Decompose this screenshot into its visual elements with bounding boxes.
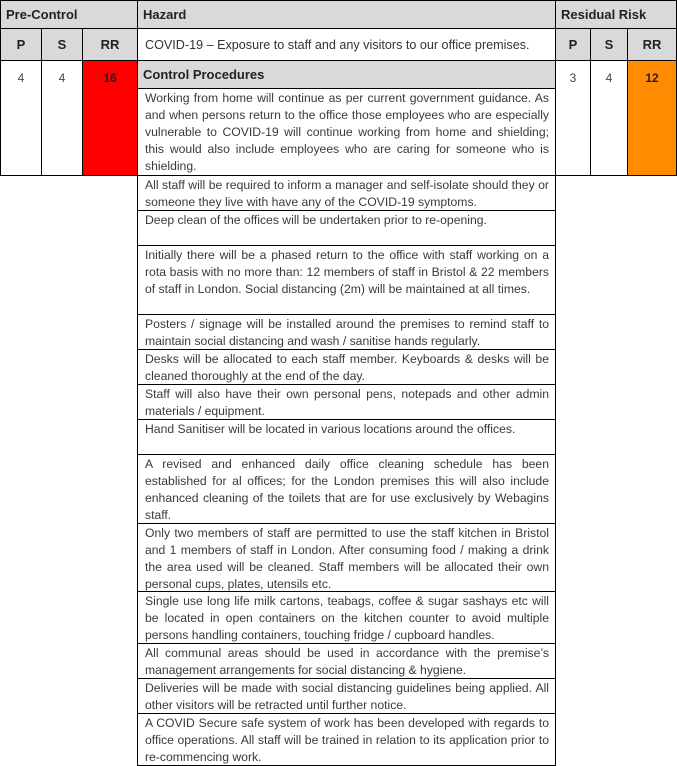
hazard-header: Hazard xyxy=(137,0,556,29)
procedure-item: Desks will be allocated to each staff member. Keyboards & desks will be cleaned thoroughly at the end of the day. xyxy=(137,349,556,385)
pre-rr-score: 16 xyxy=(82,60,138,176)
procedure-item: Staff will also have their own personal pens, notepads and other admin materials / equipment. xyxy=(137,384,556,420)
pre-rr-column-header: RR xyxy=(82,28,138,61)
hazard-description: COVID-19 – Exposure to staff and any visitors to our office premises. xyxy=(137,28,556,61)
residual-rr-score: 12 xyxy=(627,60,677,176)
residual-rr-column-header: RR xyxy=(627,28,677,61)
pre-p-column-header: P xyxy=(0,28,42,61)
residual-s-column-header: S xyxy=(590,28,628,61)
procedure-item: Single use long life milk cartons, teabags, coffee & sugar sashays etc will be located in open containers on the kitchen counter to avoid multiple persons handling containers, touching fridge / cupboard handles. xyxy=(137,591,556,644)
procedure-item: Deliveries will be made with social distancing guidelines being applied. All other visitors will be retracted until further notice. xyxy=(137,678,556,714)
procedure-item: Deep clean of the offices will be undertaken prior to re-opening. xyxy=(137,210,556,246)
pre-p-score: 4 xyxy=(0,60,42,176)
procedure-item: All communal areas should be used in accordance with the premise’s management arrangements for social distancing & hygiene. xyxy=(137,643,556,679)
procedure-item: Posters / signage will be installed around the premises to remind staff to maintain social distancing and wash / sanitise hands regularly. xyxy=(137,314,556,350)
pre-s-score: 4 xyxy=(41,60,83,176)
procedure-item: Hand Sanitiser will be located in various locations around the offices. xyxy=(137,419,556,455)
procedure-item: All staff will be required to inform a manager and self-isolate should they or someone they live with have any of the COVID-19 symptoms. xyxy=(137,175,556,211)
residual-p-score: 3 xyxy=(555,60,591,176)
procedure-item: A COVID Secure safe system of work has been developed with regards to office operations. All staff will be trained in relation to its application prior to re-commencing work. xyxy=(137,713,556,766)
procedure-item: Initially there will be a phased return to the office with staff working on a rota basis with no more than: 12 members of staff in Bristol & 22 members of staff in London. Social distancing (2m) will be maintained at all times. xyxy=(137,245,556,315)
control-procedures-header: Control Procedures xyxy=(137,60,556,89)
procedure-item: Working from home will continue as per current government guidance. As and when persons return to the office those employees who are especially vulnerable to COVID-19 will continue working from home and shielding; this would also include employees who are caring for someone who is shielding. xyxy=(137,88,556,176)
residual-s-score: 4 xyxy=(590,60,628,176)
pre-s-column-header: S xyxy=(41,28,83,61)
pre-control-header: Pre-Control xyxy=(0,0,138,29)
procedure-item: Only two members of staff are permitted to use the staff kitchen in Bristol and 1 members of staff in London. After consuming food / making a drink the area used will be cleaned. Staff members will be allocated their own personal cups, plates, utensils etc. xyxy=(137,523,556,592)
residual-p-column-header: P xyxy=(555,28,591,61)
residual-risk-header: Residual Risk xyxy=(555,0,677,29)
procedure-item: A revised and enhanced daily office cleaning schedule has been established for al offices; for the London premises this will also include enhanced cleaning of the toilets that are for use exclusively by Webagins staff. xyxy=(137,454,556,524)
